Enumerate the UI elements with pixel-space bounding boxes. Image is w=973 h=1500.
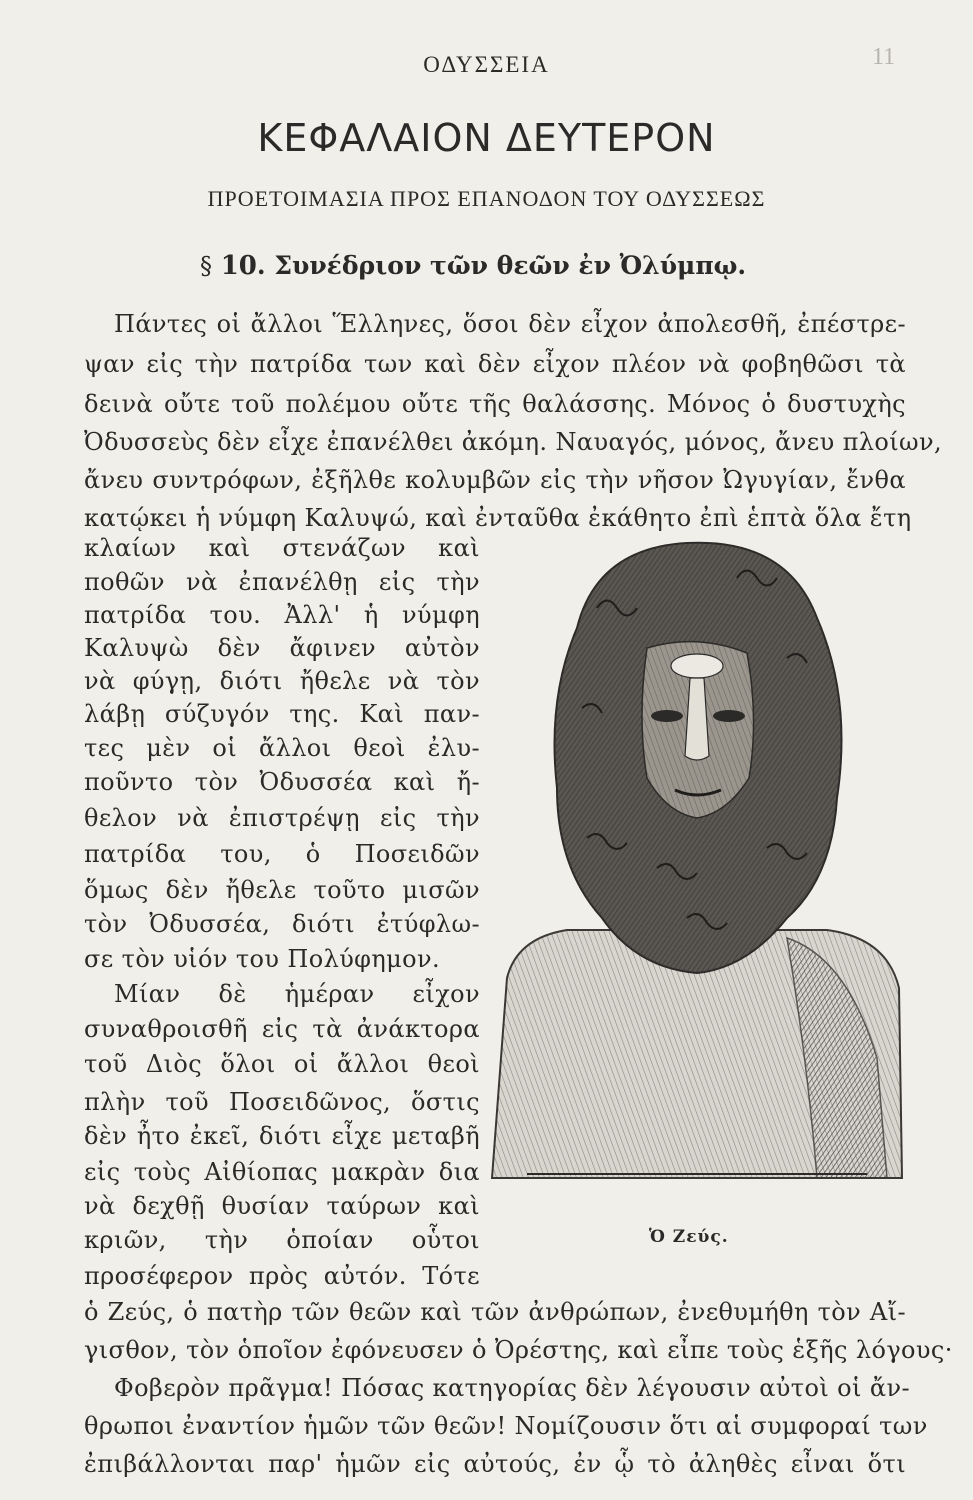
text-line: συναθροισθῆ εἰς τὰ ἀνάκτορα — [84, 1015, 480, 1043]
text-line: κλαίων καὶ στενάζων καὶ — [84, 534, 480, 562]
text-line: τοῦ Διὸς ὅλοι οἱ ἄλλοι θεοὶ — [84, 1050, 480, 1078]
text-line: δεινὰ οὔτε τοῦ πολέμου οὔτε τῆς θαλάσσης. Μόνος ὁ δυστυχὴς — [84, 390, 906, 418]
section-number: 10 — [220, 251, 257, 281]
zeus-bust-icon — [487, 538, 907, 1188]
text-line: δὲν ἦτο ἐκεῖ, διότι εἶχε μεταβῆ — [84, 1122, 480, 1150]
section-heading — [200, 251, 746, 281]
chapter-subtitle: ΠΡΟΕΤΟΙΜΑΣΙΑ ΠΡΟΣ ΕΠΑΝΟΔΟΝ ΤΟΥ ΟΔΥΣΣΕΩΣ — [207, 186, 766, 211]
page-number: 11 — [872, 44, 896, 70]
text-line: πατρίδα του, ὁ Ποσειδῶν — [84, 840, 480, 868]
text-line: θελον νὰ ἐπιστρέψῃ εἰς τὴν — [84, 804, 480, 832]
text-line: Πάντες οἱ ἄλλοι Ἕλληνες, ὅσοι δὲν εἶχον ἀπολεσθῆ, ἐπέστρε- — [114, 310, 906, 338]
text-line: Καλυψὼ δὲν ἄφινεν αὐτὸν — [84, 634, 480, 662]
text-line: Φοβερὸν πρᾶγμα! Πόσας κατηγορίας δὲν λέγουσιν αὐτοὶ οἱ ἄν- — [114, 1374, 910, 1402]
text-line: νὰ φύγῃ, διότι ἤθελε νὰ τὸν — [84, 667, 480, 695]
text-line: Ὀδυσσεὺς δὲν εἶχε ἐπανέλθει ἀκόμη. Ναυαγός, μόνος, ἄνευ πλοίων, — [84, 428, 943, 456]
section-sign: § — [200, 252, 212, 280]
chapter-title: ΚΕΦΑΛΑΙΟΝ ΔΕΥΤΕΡΟΝ — [257, 116, 716, 160]
text-line: πατρίδα του. Ἀλλ' ἡ νύμφη — [84, 601, 480, 629]
text-line: γισθον, τὸν ὁποῖον ἐφόνευσεν ὁ Ὀρέστης, καὶ εἶπε τοὺς ἑξῆς λόγους· — [84, 1336, 953, 1364]
text-line: ποθῶν νὰ ἐπανέλθῃ εἰς τὴν — [84, 568, 480, 596]
figure-caption: Ὁ Ζεύς. — [649, 1227, 729, 1247]
text-line: κριῶν, τὴν ὁποίαν οὗτοι — [84, 1226, 480, 1254]
section-title: . Συνέδριον τῶν θεῶν ἐν Ὀλύμπῳ. — [256, 251, 747, 280]
text-line: ὁ Ζεύς, ὁ πατὴρ τῶν θεῶν καὶ τῶν ἀνθρώπων, ἐνεθυμήθη τὸν Αἴ- — [84, 1298, 906, 1326]
text-line: κατῴκει ἡ νύμφη Καλυψώ, καὶ ἐνταῦθα ἐκάθητο ἐπὶ ἑπτὰ ὅλα ἔτη — [84, 504, 912, 532]
text-line: πλὴν τοῦ Ποσειδῶνος, ὅστις — [84, 1088, 480, 1116]
text-line: εἰς τοὺς Αἰθίοπας μακρὰν δια — [84, 1158, 480, 1186]
text-line: λάβῃ σύζυγόν της. Καὶ παν- — [84, 700, 480, 728]
text-line: ὅμως δὲν ἤθελε τοῦτο μισῶν — [84, 876, 480, 904]
running-title: ΟΔΥΣΣΕΙΑ — [423, 52, 550, 77]
text-line: Μίαν δὲ ἡμέραν εἶχον — [114, 980, 480, 1008]
text-line: ἄνευ συντρόφων, ἐξῆλθε κολυμβῶν εἰς τὴν νῆσον Ὠγυγίαν, ἔνθα — [84, 466, 906, 494]
text-line: τὸν Ὀδυσσέα, διότι ἐτύφλω- — [84, 910, 480, 938]
text-line: ποῦντο τὸν Ὀδυσσέα καὶ ἤ- — [84, 768, 480, 796]
text-line: σε τὸν υἱόν του Πολύφημον. — [84, 945, 441, 973]
text-line: θρωποι ἐναντίον ἡμῶν τῶν θεῶν! Νομίζουσιν ὅτι αἱ συμφοραί των — [84, 1412, 928, 1440]
text-line: προσέφερον πρὸς αὐτόν. Τότε — [84, 1262, 480, 1290]
text-line: ψαν εἰς τὴν πατρίδα των καὶ δὲν εἶχον πλέον νὰ φοβηθῶσι τὰ — [84, 350, 906, 378]
text-line: ἐπιβάλλονται παρ' ἡμῶν εἰς αὐτούς, ἐν ᾧ τὸ ἀληθὲς εἶναι ὅτι — [84, 1450, 906, 1478]
text-line: τες μὲν οἱ ἄλλοι θεοὶ ἐλυ- — [84, 734, 480, 762]
text-line: νὰ δεχθῇ θυσίαν ταύρων καὶ — [84, 1192, 480, 1220]
